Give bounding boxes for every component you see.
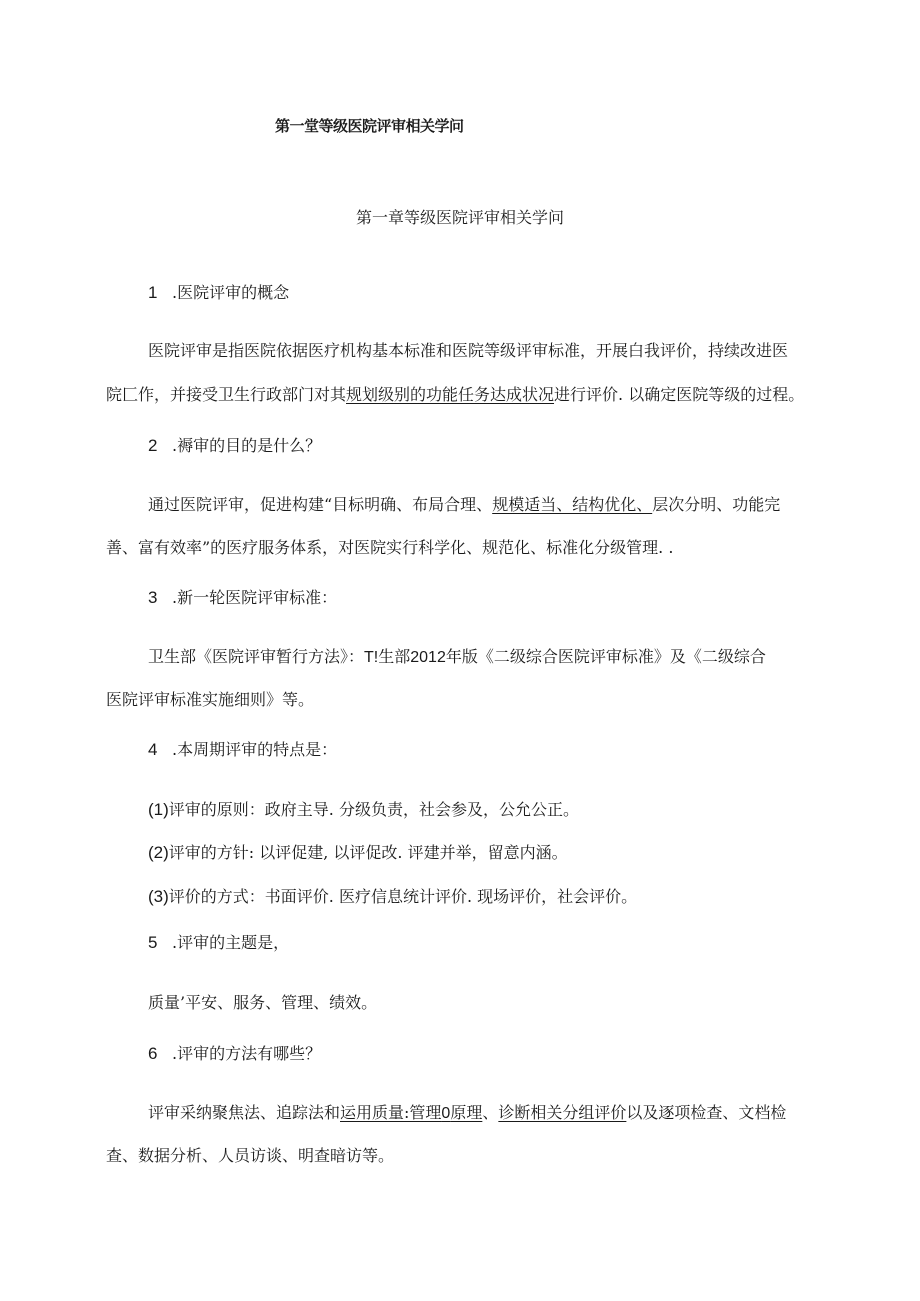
text-run: 、 [482,1103,499,1122]
underlined-text: 规划级别的功能任务达成状况 [346,385,555,404]
text-run: 以及逐项检查、文档检 [626,1103,787,1122]
item-marker: (2) [148,843,169,862]
item-text: 评价的方式：书面评价. 医疗信息统计评价. 现场评价，社会评价。 [168,887,638,906]
underlined-text [340,1103,482,1122]
text-run: 评审采纳聚焦法、追踪法和 [148,1103,341,1122]
text-run: 进行评价. 以确定医院等级的过程。 [554,385,805,404]
section-2-para-line-2: 善、富有效率”的医疗服务体系，对医院实行科学化、规范化、标准化分级管理. . [106,538,674,557]
section-number: 3 [148,588,158,607]
section-5-heading [148,930,289,953]
section-1-para-line-2 [106,387,804,403]
section-3-heading [148,585,337,608]
text-run: 运用质量:管理 [340,1103,442,1122]
section-2-heading [148,433,321,456]
section-3-para-line-1 [148,649,766,666]
underlined-text: 规模适当、结构优化、 [492,495,653,514]
section-4-heading [148,737,337,760]
text-run: 院匚作，并接受卫生行政部门对其 [106,385,347,404]
section-4-item-2 [148,840,568,863]
section-6-para-line-1 [148,1105,786,1122]
item-text: 评审的方针: 以评促建, 以评促改. 评建并举，留意内涵。 [168,843,568,862]
item-marker: (3) [148,887,169,906]
section-2-para-line-1 [148,497,780,513]
chapter-title: 第一章等级医院评审相关学问 [355,208,564,227]
text-run: 原理 [450,1103,483,1122]
text-run: 年版《二级综合医院评审标准》及《二级综合 [445,647,766,666]
section-1-heading [148,280,289,303]
section-number: 2 [148,436,158,455]
section-6-heading [148,1041,321,1064]
page-header-title: 第一堂等级医院评审相关学问 [275,117,464,135]
section-title: .评审的主题是， [172,933,290,952]
section-number: 5 [148,933,158,952]
text-run: 卫生部《医院评审暂行方法》： [148,647,365,666]
text-run: 层次分明、功能完 [652,495,781,514]
text-run: 0 [441,1105,451,1122]
section-title: .褥审的目的是什么？ [172,436,322,455]
section-3-para-line-2: 医院评审标准实施细则》等。 [106,690,315,709]
text-run: 通过医院评审，促进构建“目标明确、布局合理、 [148,495,493,514]
text-run: 2012 [410,649,446,666]
section-6-para-line-2: 查、数据分析、人员访谈、明查暗访等。 [106,1146,395,1165]
item-marker: (1) [148,800,169,819]
item-text: 评审的原则：政府主导. 分级负责，社会参及，公允公正。 [168,800,579,819]
text-run: T! [364,649,379,666]
section-5-para-line-1: 质量’平安、服务、管理、绩效。 [148,993,378,1012]
section-title: .医院评审的概念 [172,283,290,302]
section-4-item-3 [148,884,637,907]
section-number: 4 [148,740,158,759]
section-title: .本周期评审的特点是： [172,740,338,759]
section-number: 1 [148,283,158,302]
section-title: .评审的方法有哪些？ [172,1044,322,1063]
section-1-para-line-1: 医院评审是指医院依据医疗机构基本标准和医院等级评审标准，开展白我评价，持续改进医 [148,341,789,360]
underlined-text: 诊断相关分组评价 [498,1103,627,1122]
text-run: 生部 [378,647,411,666]
section-4-item-1 [148,797,579,820]
section-title: .新一轮医院评审标准： [172,588,338,607]
section-number: 6 [148,1044,158,1063]
